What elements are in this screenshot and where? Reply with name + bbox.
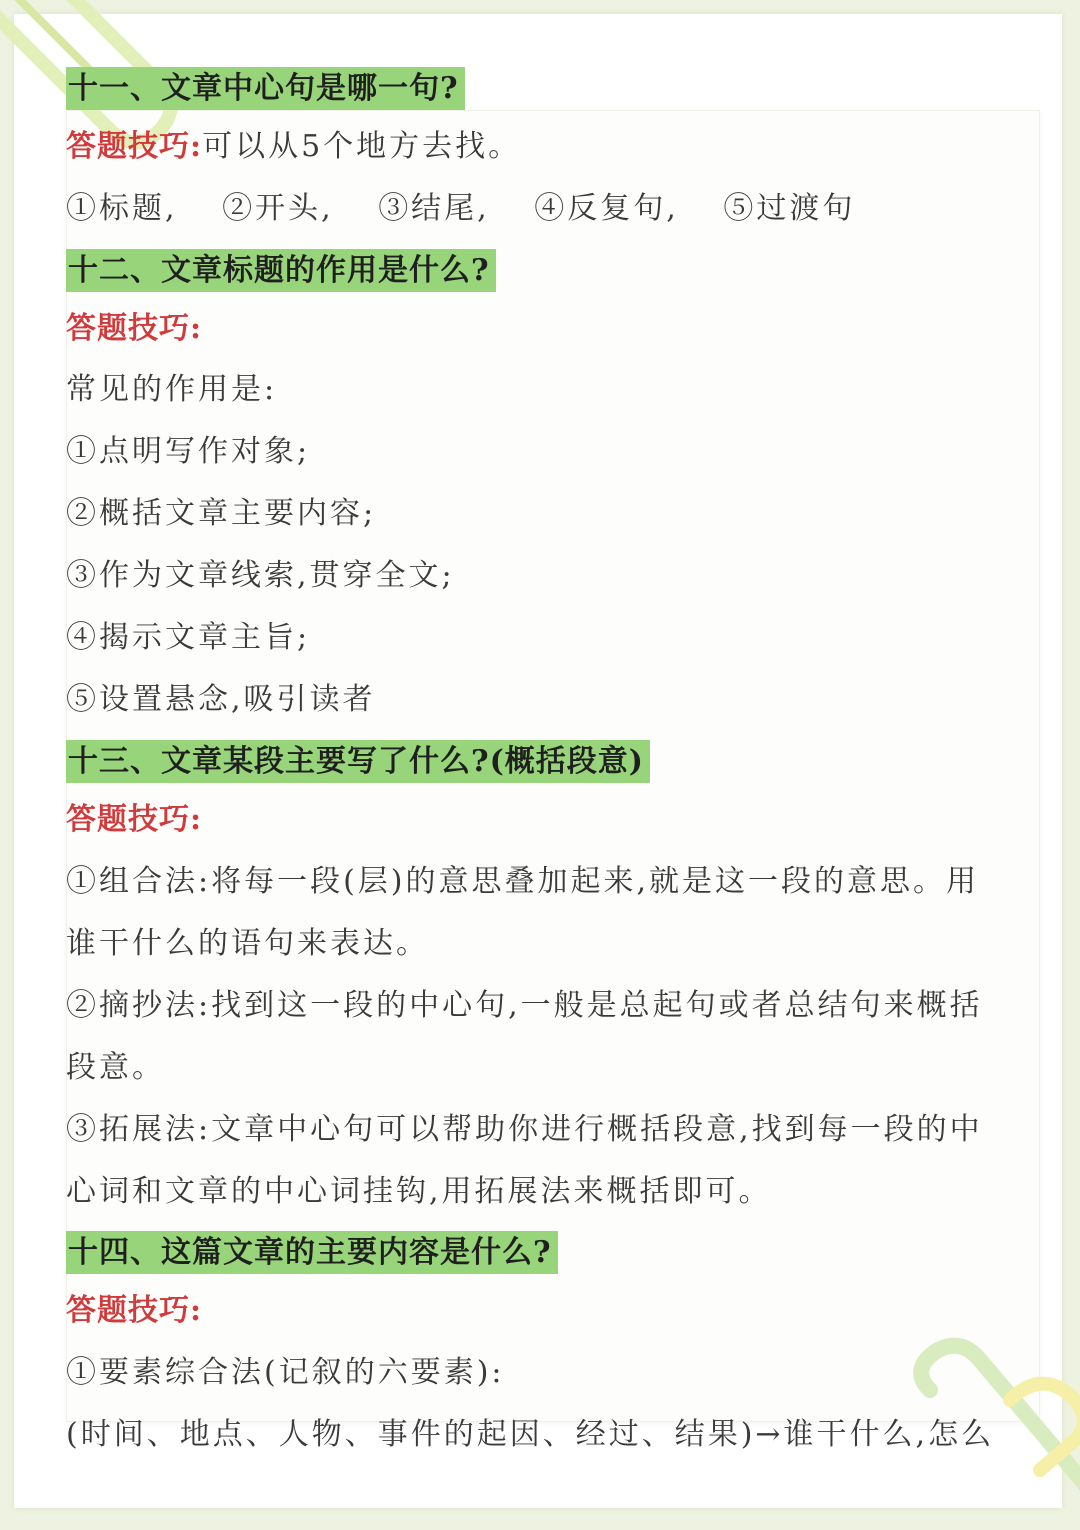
paragraph-line: ④揭示文章主旨; [66, 620, 311, 655]
paragraph-line: ⑤设置悬念,吸引读者 [66, 682, 376, 717]
section-heading-12: 十二、文章标题的作用是什么? [66, 249, 496, 292]
list-item: ①标题, [66, 191, 178, 226]
tip-text-11: 可以从5个地方去找。 [202, 129, 522, 164]
paragraph-line: 心词和文章的中心词挂钩,用拓展法来概括即可。 [66, 1174, 772, 1209]
paragraph-line: ①点明写作对象; [66, 434, 311, 469]
list-item: ④反复句, [534, 191, 679, 226]
paragraph-line: ②摘抄法:找到这一段的中心句,一般是总起句或者总结句来概括 [66, 988, 983, 1023]
section-heading-13: 十三、文章某段主要写了什么?(概括段意) [66, 740, 650, 783]
paragraph-line: ①组合法:将每一段(层)的意思叠加起来,就是这一段的意思。用 [66, 864, 980, 899]
list-item: ②开头, [222, 191, 334, 226]
tip-label-14: 答题技巧: [66, 1293, 203, 1328]
section-heading-11: 十一、文章中心句是哪一句? [66, 67, 465, 110]
list-item: ⑤过渡句 [723, 191, 856, 226]
list-item: ③结尾, [378, 191, 490, 226]
tip-label-11: 答题技巧: [66, 129, 203, 164]
section-heading-14: 十四、这篇文章的主要内容是什么? [66, 1231, 558, 1274]
paragraph-line: 谁干什么的语句来表达。 [66, 926, 429, 961]
paragraph-line: ③作为文章线索,贯穿全文; [66, 558, 455, 593]
paragraph-line: ①要素综合法(记叙的六要素): [66, 1355, 505, 1390]
locations-list [66, 189, 887, 229]
tip-label-13: 答题技巧: [66, 802, 203, 837]
paragraph-line: 常见的作用是: [66, 372, 278, 407]
paragraph-line: ②概括文章主要内容; [66, 496, 377, 531]
paragraph-line: 段意。 [66, 1050, 165, 1085]
paragraph-line: (时间、地点、人物、事件的起因、经过、结果)→谁干什么,怎么 [66, 1417, 995, 1452]
paragraph-line: ③拓展法:文章中心句可以帮助你进行概括段意,找到每一段的中 [66, 1112, 983, 1147]
tip-label-12: 答题技巧: [66, 311, 203, 346]
